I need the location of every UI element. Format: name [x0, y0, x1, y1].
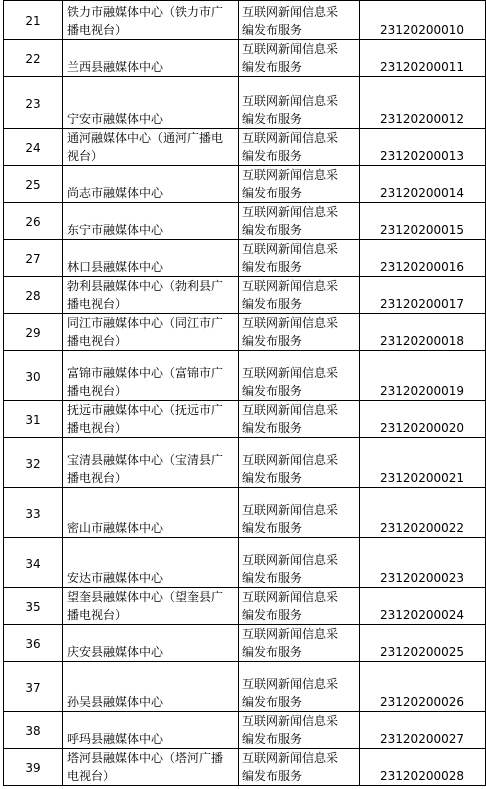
service-type	[239, 662, 360, 712]
organization-name-line: 塔河县融媒体中心（塔河广播	[67, 751, 224, 765]
service-type-line: 编发布服务	[242, 149, 303, 163]
table-row	[4, 401, 486, 438]
organization-name-line: 兰西县融媒体中心	[67, 60, 164, 74]
organization-name-line: 望奎县融媒体中心（望奎县广	[67, 590, 224, 604]
organization-name	[63, 1, 239, 40]
permit-number: 23120200025	[360, 625, 486, 662]
organization-name	[63, 314, 239, 351]
service-type	[239, 625, 360, 662]
permit-number: 23120200020	[360, 401, 486, 438]
organization-name	[63, 588, 239, 625]
table-row	[4, 351, 486, 401]
organization-name	[63, 166, 239, 203]
service-type-line: 编发布服务	[242, 608, 303, 622]
row-number: 27	[4, 240, 63, 277]
row-number: 34	[4, 538, 63, 588]
organization-name-line: 呼玛县融媒体中心	[67, 732, 164, 746]
organization-name-line: 播电视台）	[67, 608, 128, 622]
service-type-line: 编发布服务	[242, 23, 303, 37]
permit-number: 23120200027	[360, 712, 486, 749]
permit-number: 23120200023	[360, 538, 486, 588]
permit-number: 23120200016	[360, 240, 486, 277]
organization-name	[63, 240, 239, 277]
service-type-line: 互联网新闻信息采	[242, 94, 339, 108]
service-type-line: 互联网新闻信息采	[242, 627, 339, 641]
organization-name-line: 林口县融媒体中心	[67, 260, 164, 274]
service-type	[239, 277, 360, 314]
service-type-line: 编发布服务	[242, 186, 303, 200]
row-number: 29	[4, 314, 63, 351]
table-row	[4, 488, 486, 538]
organization-name-line: 铁力市融媒体中心（铁力市广	[67, 5, 224, 19]
organization-name-line: 播电视台）	[67, 334, 128, 348]
service-type-line: 互联网新闻信息采	[242, 677, 339, 691]
organization-name-line: 孙吴县融媒体中心	[67, 695, 164, 709]
service-type-line: 编发布服务	[242, 421, 303, 435]
table-row	[4, 129, 486, 166]
service-type-line: 互联网新闻信息采	[242, 205, 339, 219]
service-type-line: 互联网新闻信息采	[242, 131, 339, 145]
permit-number: 23120200019	[360, 351, 486, 401]
service-type	[239, 749, 360, 786]
service-type-line: 互联网新闻信息采	[242, 42, 339, 56]
service-type	[239, 240, 360, 277]
service-type-line: 互联网新闻信息采	[242, 242, 339, 256]
table-row	[4, 77, 486, 129]
service-type-line: 互联网新闻信息采	[242, 279, 339, 293]
permit-number: 23120200028	[360, 749, 486, 786]
permit-number: 23120200022	[360, 488, 486, 538]
service-type-line: 互联网新闻信息采	[242, 366, 339, 380]
service-type	[239, 351, 360, 401]
row-number: 28	[4, 277, 63, 314]
table-row	[4, 40, 486, 77]
service-type	[239, 129, 360, 166]
service-type-line: 互联网新闻信息采	[242, 751, 339, 765]
row-number: 32	[4, 438, 63, 488]
service-type-line: 互联网新闻信息采	[242, 503, 339, 517]
organization-name-line: 东宁市融媒体中心	[67, 223, 164, 237]
service-type	[239, 40, 360, 77]
service-type	[239, 438, 360, 488]
service-type-line: 编发布服务	[242, 297, 303, 311]
service-type-line: 编发布服务	[242, 695, 303, 709]
service-type-line: 编发布服务	[242, 571, 303, 585]
permit-number: 23120200010	[360, 1, 486, 40]
organization-name	[63, 662, 239, 712]
table-row	[4, 1, 486, 40]
service-type-line: 编发布服务	[242, 645, 303, 659]
organization-name-line: 播电视台）	[67, 421, 128, 435]
row-number: 31	[4, 401, 63, 438]
permit-number: 23120200026	[360, 662, 486, 712]
service-type-line: 互联网新闻信息采	[242, 453, 339, 467]
row-number: 36	[4, 625, 63, 662]
permit-number: 23120200012	[360, 77, 486, 129]
row-number: 22	[4, 40, 63, 77]
service-type	[239, 1, 360, 40]
row-number: 24	[4, 129, 63, 166]
organization-name-line: 勃利县融媒体中心（勃利县广	[67, 279, 224, 293]
organization-name-line: 密山市融媒体中心	[67, 521, 164, 535]
organization-name	[63, 351, 239, 401]
permit-number: 23120200017	[360, 277, 486, 314]
row-number: 33	[4, 488, 63, 538]
service-type	[239, 712, 360, 749]
row-number: 21	[4, 1, 63, 40]
permit-number: 23120200014	[360, 166, 486, 203]
organization-name	[63, 712, 239, 749]
service-type-line: 编发布服务	[242, 471, 303, 485]
service-type-line: 互联网新闻信息采	[242, 5, 339, 19]
permit-number: 23120200024	[360, 588, 486, 625]
organization-name-line: 播电视台）	[67, 297, 128, 311]
organization-name	[63, 129, 239, 166]
organization-name-line: 富锦市融媒体中心（富锦市广	[67, 366, 224, 380]
organization-name	[63, 40, 239, 77]
organization-name-line: 电视台）	[67, 769, 116, 783]
service-type-line: 互联网新闻信息采	[242, 714, 339, 728]
organization-name-line: 播电视台）	[67, 471, 128, 485]
organization-name-line: 视台）	[67, 149, 104, 163]
row-number: 23	[4, 77, 63, 129]
service-type	[239, 314, 360, 351]
service-type-line: 互联网新闻信息采	[242, 316, 339, 330]
permit-number: 23120200013	[360, 129, 486, 166]
service-type-line: 互联网新闻信息采	[242, 590, 339, 604]
permit-number: 23120200021	[360, 438, 486, 488]
organization-name	[63, 625, 239, 662]
permit-number: 23120200011	[360, 40, 486, 77]
service-type-line: 编发布服务	[242, 732, 303, 746]
table-row	[4, 538, 486, 588]
service-type	[239, 166, 360, 203]
service-type-line: 编发布服务	[242, 60, 303, 74]
table-row	[4, 314, 486, 351]
organization-name	[63, 488, 239, 538]
organization-name-line: 通河融媒体中心（通河广播电	[67, 131, 224, 145]
organization-name-line: 庆安县融媒体中心	[67, 645, 164, 659]
organization-name-line: 宝清县融媒体中心（宝清县广	[67, 453, 224, 467]
organization-name	[63, 438, 239, 488]
service-type	[239, 401, 360, 438]
organization-name-line: 尚志市融媒体中心	[67, 186, 164, 200]
service-type-line: 互联网新闻信息采	[242, 553, 339, 567]
table-row	[4, 240, 486, 277]
service-permit-table	[3, 0, 486, 786]
organization-name-line: 同江市融媒体中心（同江市广	[67, 316, 224, 330]
service-type	[239, 77, 360, 129]
organization-name-line: 宁安市融媒体中心	[67, 112, 164, 126]
organization-name-line: 抚远市融媒体中心（抚远市广	[67, 403, 224, 417]
row-number: 39	[4, 749, 63, 786]
table-row	[4, 166, 486, 203]
row-number: 37	[4, 662, 63, 712]
table-row	[4, 625, 486, 662]
organization-name	[63, 401, 239, 438]
table-row	[4, 712, 486, 749]
organization-name-line: 安达市融媒体中心	[67, 571, 164, 585]
service-type	[239, 203, 360, 240]
organization-name	[63, 77, 239, 129]
table-row	[4, 588, 486, 625]
row-number: 30	[4, 351, 63, 401]
service-type	[239, 588, 360, 625]
service-type-line: 互联网新闻信息采	[242, 168, 339, 182]
organization-name	[63, 277, 239, 314]
organization-name-line: 播电视台）	[67, 384, 128, 398]
row-number: 35	[4, 588, 63, 625]
permit-number: 23120200015	[360, 203, 486, 240]
service-type-line: 编发布服务	[242, 334, 303, 348]
organization-name	[63, 203, 239, 240]
service-type-line: 编发布服务	[242, 384, 303, 398]
table-body	[4, 1, 486, 786]
service-type-line: 编发布服务	[242, 769, 303, 783]
table-row	[4, 438, 486, 488]
service-type	[239, 538, 360, 588]
service-type-line: 编发布服务	[242, 112, 303, 126]
service-type-line: 编发布服务	[242, 223, 303, 237]
row-number: 38	[4, 712, 63, 749]
table-row	[4, 203, 486, 240]
service-type-line: 编发布服务	[242, 260, 303, 274]
service-type	[239, 488, 360, 538]
row-number: 26	[4, 203, 63, 240]
table-row	[4, 749, 486, 786]
row-number: 25	[4, 166, 63, 203]
permit-number: 23120200018	[360, 314, 486, 351]
organization-name	[63, 538, 239, 588]
table-row	[4, 277, 486, 314]
service-type-line: 编发布服务	[242, 521, 303, 535]
service-type-line: 互联网新闻信息采	[242, 403, 339, 417]
organization-name	[63, 749, 239, 786]
table-row	[4, 662, 486, 712]
organization-name-line: 播电视台）	[67, 23, 128, 37]
